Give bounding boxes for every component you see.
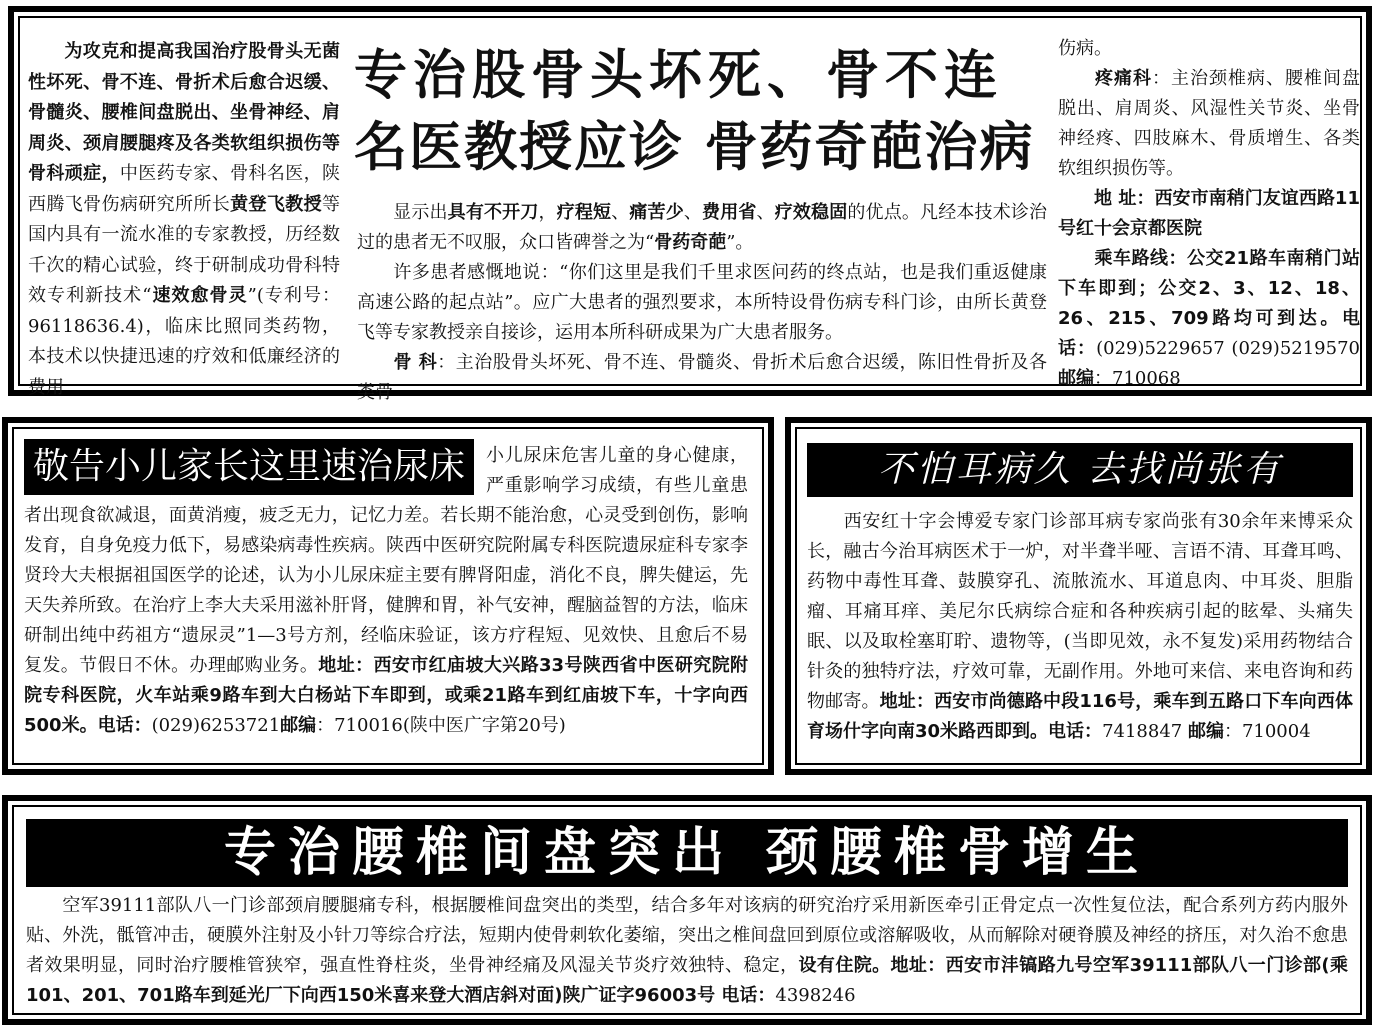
text-run: ，: [538, 202, 557, 223]
bold-text-run: 费用省: [702, 202, 757, 223]
text-run: 许多患者感慨地说：“你们这里是我们千里求医问药的终点站，也是我们重返健康高速公路的起点站”。应广大患者的强烈要求，本所特设骨伤病专科门诊，由所长黄登飞等专家教授亲自接诊，运用本所科研成果为广大患者服务。: [357, 262, 1047, 343]
ad4-body-runs: [26, 895, 1348, 1006]
text-run: ：710068: [1094, 368, 1181, 389]
ad-femoral-head-necrosis: [8, 6, 1372, 403]
ad-bedwetting: [2, 417, 774, 775]
text-run: ”(专利号：96118636.4)，临床比照同类药物，本技术以快捷迅速的疗效和低廉经济的费用: [28, 285, 341, 398]
ad3-title-banner: 不怕耳病久 去找尚张有: [807, 443, 1353, 497]
ad1-body-column: [357, 198, 1047, 408]
bold-text-run: 黄登飞教授: [230, 193, 322, 215]
text-run: (029)6253721: [151, 715, 281, 736]
text-run: ：主治股骨头坏死、骨不连、骨髓炎、骨折术后愈合迟缓，陈旧性骨折及各类骨: [357, 352, 1047, 403]
text-run: 、: [683, 202, 703, 223]
paragraph: [357, 348, 1047, 408]
ad4-title-banner: 专治腰椎间盘突出 颈腰椎骨增生: [26, 819, 1348, 887]
bold-text-run: 乘车路线：公交21路车南稍门站下车即到；公交2、3、12、18、26、215、709路均可到达。电 话：: [1058, 248, 1360, 359]
paragraph: [1058, 34, 1360, 64]
ad1-intro-column: [28, 37, 340, 403]
bold-text-run: 设有住院。地址：西安市沣镐路九号空军39111部队八一门诊部(乘101、201、701路车到延光厂下向西150米喜来登大酒店斜对面)陕广证字96003号 电话：: [26, 955, 1348, 1006]
bold-text-run: 骨药奇葩: [654, 232, 727, 253]
ad1-contact-column: [1058, 34, 1360, 394]
bold-text-run: 具有不开刀: [447, 202, 539, 223]
ad4-body: [26, 891, 1348, 1011]
text-run: 伤病。: [1058, 38, 1112, 59]
text-run: 西安红十字会博爱专家门诊部耳病专家尚张有30余年来博采众长，融古今治耳病医术于一炉，对半聋半哑、言语不清、耳聋耳鸣、药物中毒性耳聋、鼓膜穿孔、流脓流水、耳道息肉、中耳炎、胆脂瘤、耳痛耳痒、美尼尔氏病综合症和各种疾病引起的眩晕、头痛失眠、以及取栓塞耵聍、遗物等，(当即见效，永不复发)采用药物结合针灸的独特疗法，疗效可靠，无副作用。外地可来信、来电咨询和药物邮寄。: [807, 511, 1353, 712]
ad3-body-runs: [807, 511, 1353, 742]
bold-text-run: 疗效稳固: [774, 202, 848, 223]
text-run: ：710004: [1223, 721, 1311, 742]
bold-text-run: 疼痛科: [1094, 68, 1152, 89]
bold-text-run: 邮编: [1187, 721, 1224, 742]
text-run: ”。: [726, 232, 754, 253]
text-run: 、: [611, 202, 630, 223]
text-run: 4398246: [775, 985, 856, 1006]
bold-text-run: 地 址：西安市南稍门友谊西路11号红十会京都医院: [1058, 188, 1360, 239]
text-run: 中医药专家、骨科名医，陕西腾飞骨伤病研究所所长: [28, 163, 340, 215]
paragraph: [1058, 64, 1360, 184]
bold-text-run: 邮编: [280, 715, 317, 736]
ad1-headline-2: 名医教授应诊 骨药奇葩治病: [354, 117, 1035, 178]
paragraph: [1058, 184, 1360, 244]
text-run: (029)5229657 (029)5219570: [1096, 338, 1360, 359]
bold-text-run: 疗程短: [556, 202, 612, 223]
ad2-title-banner: 敬告小儿家长这里速治尿床: [24, 439, 474, 495]
bold-text-run: 骨 科: [393, 352, 438, 373]
text-run: 、: [756, 202, 775, 223]
text-run: 等国内具有一流水准的专家教授，历经数千次的精心试验，终于研制成功骨科特效专利新技术“: [28, 193, 340, 306]
paragraph: [1058, 244, 1360, 394]
text-run: 空军39111部队八一门诊部颈肩腰腿痛专科，根据腰椎间盘突出的类型，结合多年对该病的研究治疗采用新医牵引正骨定点一次性复位法，配合系列方药内服外贴、外洗，骶管冲击，硬膜外注射及小针刀等综合疗法，短期内使骨刺软化萎缩，突出之椎间盘回到原位或溶解吸收，从而解除对硬脊膜及神经的挤压，对久治不愈患者效果明显，同时治疗腰椎管狭窄，强直性脊柱炎，坐骨神经痛及风湿关节炎疗效独特、稳定，: [26, 895, 1348, 976]
text-run: 显示出: [393, 202, 448, 223]
bold-text-run: 邮编: [1058, 368, 1094, 389]
text-run: 的优点。凡经本技术诊治过的患者无不叹服，众口皆碑誉之为“: [357, 202, 1048, 253]
text-run: ：主治颈椎病、腰椎间盘脱出、肩周炎、风湿性关节炎、坐骨神经疼、四肢麻木、骨质增生、各类软组织损伤等。: [1058, 68, 1360, 179]
text-run: 小儿尿床危害儿童的身心健康，严重影响学习成绩，有些儿童患者出现食欲减退，面黄消瘦，疲乏无力，记忆力差。若长期不能治愈，心灵受到创伤，影响发育，自身免疫力低下，易感染病毒性疾病。陕西中医研究院附属专科医院遗尿症科专家李贤玲大夫根据祖国医学的论述，认为小儿尿床症主要有脾肾阳虚，消化不良，脾失健运，先天失养所致。在治疗上李大夫采用滋补肝肾，健脾和胃，补气安神，醒脑益智的方法，临床研制出纯中药祖方“遗尿灵”1—3号方剂，经临床验证，该方疗程短、见效快、且愈后不易复发。节假日不休。办理邮购业务。: [24, 445, 748, 676]
text-run: ：710016(陕中医广字第20号): [316, 715, 566, 736]
bold-text-run: 地址：西安市尚德路中段116号，乘车到五路口下车向西体育场什字向南30米路西即到。电话：: [807, 691, 1354, 742]
ad3-body: [807, 507, 1353, 747]
bold-text-run: 速效愈骨灵: [151, 285, 248, 306]
ad-lumbar-disc: [2, 795, 1372, 1025]
paragraph: [357, 258, 1047, 348]
ad1-headline-1: 专治股骨头坏死、骨不连: [354, 45, 1003, 106]
bold-text-run: 痛苦少: [629, 202, 684, 223]
text-run: 7418847: [1102, 721, 1188, 742]
bold-text-run: 地址：西安市红庙坡大兴路33号陕西省中医研究院附院专科医院，火车站乘9路车到大白杨站下车即到，或乘21路车到红庙坡下车，十字向西500米。电话：: [24, 655, 749, 736]
paragraph: [357, 198, 1047, 258]
bold-text-run: 为攻克和提高我国治疗股骨头无菌性坏死、骨不连、骨折术后愈合迟缓、骨髓炎、腰椎间盘脱出、坐骨神经、肩周炎、颈肩腰腿疼及各类软组织损伤等骨科顽症，: [28, 41, 340, 184]
ad-ear-disease: [785, 417, 1372, 775]
